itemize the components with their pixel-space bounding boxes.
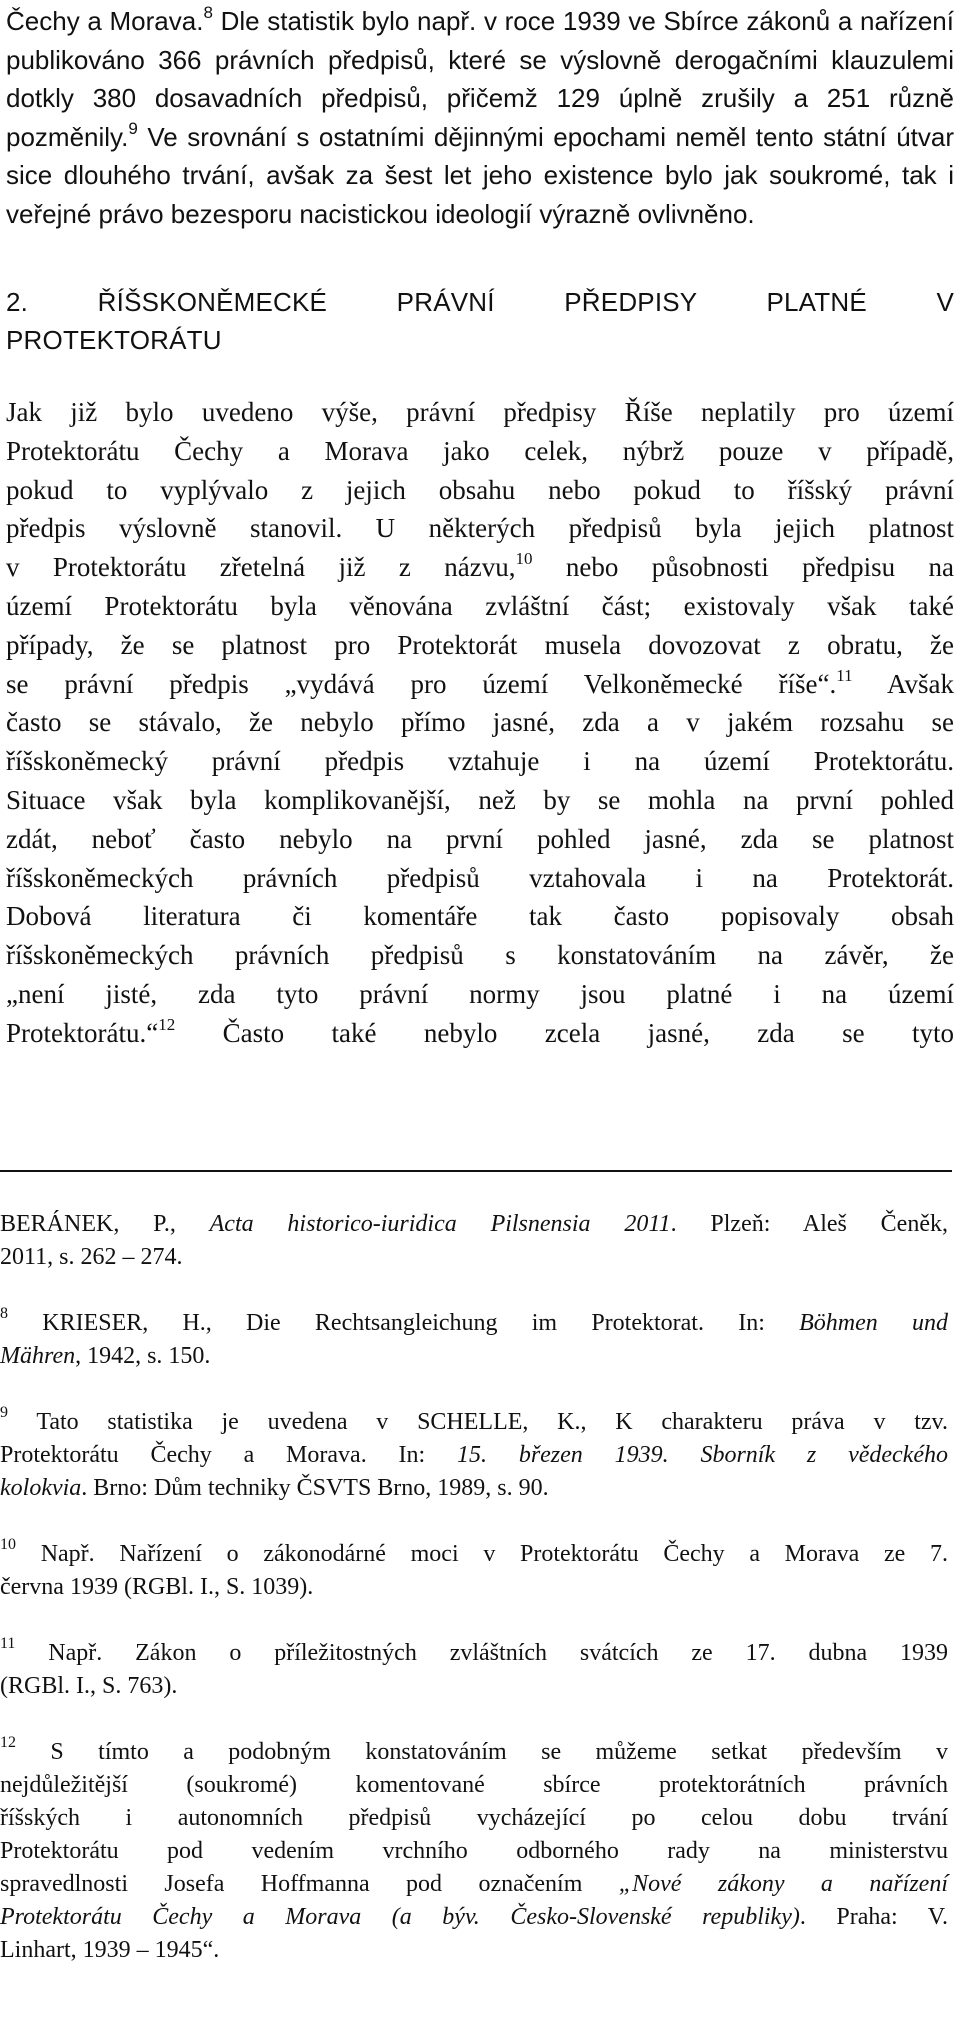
footnote-text: . Praha: V. <box>799 1904 948 1930</box>
footnote-line <box>0 1307 948 1340</box>
footnote-italic: Böhmen und <box>799 1310 948 1336</box>
footnote-text: , 1942, s. 150. <box>75 1343 211 1369</box>
footnote-line: říšských i autonomních předpisů vycházející po celou dobu trvání <box>0 1805 948 1831</box>
body-text: se právní předpis „vydává pro území Velkoněmecké říše“. <box>6 668 837 699</box>
body-text: v Protektorátu zřetelná již z názvu, <box>6 552 516 583</box>
footnote-separator <box>0 1170 952 1172</box>
body-text: Avšak <box>852 668 954 699</box>
section-heading-line-1: 2. ŘÍŠSKONĚMECKÉ PRÁVNÍ PŘEDPISY PLATNÉ V <box>6 287 954 317</box>
footnote-12 <box>0 1736 948 1967</box>
footnote-text: Např. Nařízení o zákonodárné moci v Protektorátu Čechy a Morava ze 7. <box>16 1541 948 1567</box>
body-text: Často také nebylo zcela jasné, zda se tyto <box>175 1017 954 1048</box>
footnote-ref-12[interactable]: 12 <box>158 1014 176 1034</box>
footnote-text: Protektorátu Čechy a Morava. In: <box>0 1442 457 1468</box>
document-page <box>6 0 954 1053</box>
body-line: často se stávalo, že nebylo přímo jasné, zda a v jakém rozsahu se <box>6 707 954 738</box>
footnote-text: Např. Zákon o příležitostných zvláštních svátcích ze 17. dubna 1939 <box>15 1640 948 1666</box>
footnote-text: spravedlnosti Josefa Hoffmanna pod označením <box>0 1871 619 1897</box>
footnote-line <box>0 1637 948 1670</box>
footnote-line: (RGBl. I., S. 763). <box>0 1673 178 1699</box>
body-line: Jak již bylo uvedeno výše, právní předpisy Říše neplatily pro území <box>6 397 954 427</box>
footnote-number: 9 <box>0 1404 8 1421</box>
footnote-line <box>0 1901 948 1934</box>
intro-paragraph <box>6 2 954 233</box>
body-line: případy, že se platnost pro Protektorát musela dovozovat z obratu, že <box>6 629 954 660</box>
body-line: území Protektorátu byla věnována zvláštní část; existovaly však také <box>6 590 954 621</box>
footnote-italic: „Nové zákony a nařízení <box>618 1871 948 1897</box>
footnote-number: 11 <box>0 1635 16 1652</box>
body-line: Dobová literatura či komentáře tak často popisovaly obsah <box>6 901 954 932</box>
body-line: Protektorátu Čechy a Morava jako celek, nýbrž pouze v případě, <box>6 435 954 466</box>
section-heading-line-2: PROTEKTORÁTU <box>6 325 222 355</box>
footnote-italic: kolokvia <box>0 1475 82 1501</box>
footnote-text: Tato statistika je uvedena v SCHELLE, K., K charakteru práva v tzv. <box>8 1409 948 1435</box>
footnote-number: 10 <box>0 1536 16 1553</box>
footnote-line: nejdůležitější (soukromé) komentované sbírce protektorátních právních <box>0 1772 948 1798</box>
footnote-line: Linhart, 1939 – 1945“. <box>0 1937 220 1963</box>
footnote-italic: Protektorátu Čechy a Morava (a býv. Česko-Slovenské republiky) <box>0 1904 800 1930</box>
intro-text-1: Čechy a Morava. <box>6 6 204 36</box>
body-line: říšskoněmeckých právních předpisů vztahovala i na Protektorát. <box>6 862 954 893</box>
footnote-line <box>0 1208 948 1241</box>
footnote-ref-11[interactable]: 11 <box>836 665 853 685</box>
footnote-text: S tímto a podobným konstatováním se můžeme setkat především v <box>16 1739 948 1765</box>
footnote-line <box>0 1472 948 1505</box>
section-heading <box>6 283 954 359</box>
footnote-line <box>0 1538 948 1571</box>
body-line: říšskoněmeckých právních předpisů s konstatováním na závěr, že <box>6 940 954 971</box>
footnote-line: června 1939 (RGBl. I., S. 1039). <box>0 1574 314 1600</box>
footnote-italic: Mähren <box>0 1343 76 1369</box>
intro-text-2: Dle statistik bylo např. v roce 1939 ve Sbírce zákonů a nařízení publikováno 366 právních předpisů, které se výslovně derogačními klauzulemi dotkly 380 dosavadních předpisů, přičemž 129 úplně zrušily a 251 různě pozměnily. <box>6 6 954 152</box>
footnote-text: KRIESER, H., Die Rechtsangleichung im Protektorat. In: <box>8 1310 800 1336</box>
footnote-line <box>0 1406 948 1439</box>
body-line: předpis výslovně stanovil. U některých předpisů byla jejich platnost <box>6 513 954 544</box>
intro-text-3: Ve srovnání s ostatními dějinnými epochami neměl tento státní útvar sice dlouhého trvání, avšak za šest let jeho existence bylo jak soukromé, tak i veřejné právo bezesporu nacistickou ideologií výrazně ovlivněno. <box>6 121 954 229</box>
footnote-text: . Brno: Dům techniky ČSVTS Brno, 1989, s. 90. <box>81 1475 549 1501</box>
footnote-10 <box>0 1538 948 1604</box>
body-line: zdát, neboť často nebylo na první pohled jasné, zda se platnost <box>6 823 954 854</box>
body-line <box>6 548 954 587</box>
footnote-text: . Plzeň: Aleš Čeněk, <box>670 1211 948 1237</box>
footnote-line: 2011, s. 262 – 274. <box>0 1244 183 1270</box>
footnote-ref-9[interactable]: 9 <box>128 118 138 138</box>
footnotes <box>0 1208 948 2000</box>
footnote-line <box>0 1868 948 1901</box>
footnote-9 <box>0 1406 948 1505</box>
footnote-line <box>0 1736 948 1769</box>
footnote-continuation <box>0 1208 948 1274</box>
footnote-line <box>0 1439 948 1472</box>
footnote-number: 12 <box>0 1734 16 1751</box>
body-line: „není jisté, zda tyto právní normy jsou platné i na území <box>6 978 954 1009</box>
footnote-line <box>0 1340 948 1373</box>
footnote-italic: Acta historico-iuridica Pilsnensia 2011 <box>209 1211 671 1237</box>
footnote-11 <box>0 1637 948 1703</box>
footnote-ref-8[interactable]: 8 <box>203 3 213 23</box>
footnote-text: BERÁNEK, P., <box>0 1211 210 1237</box>
body-text: nebo působnosti předpisu na <box>532 552 954 583</box>
body-line <box>6 665 954 704</box>
body-paragraph <box>6 393 954 1053</box>
footnote-8 <box>0 1307 948 1373</box>
footnote-italic: 15. březen 1939. Sborník z vědeckého <box>457 1442 948 1468</box>
footnote-ref-10[interactable]: 10 <box>515 549 533 569</box>
body-line: pokud to vyplývalo z jejich obsahu nebo pokud to říšský právní <box>6 474 954 505</box>
body-text: Protektorátu.“ <box>6 1017 159 1048</box>
footnote-line: Protektorátu pod vedením vrchního odborného rady na ministerstvu <box>0 1838 948 1864</box>
body-line <box>6 1014 954 1053</box>
body-line: Situace však byla komplikovanější, než by se mohla na první pohled <box>6 784 954 815</box>
footnote-number: 8 <box>0 1305 8 1322</box>
body-line: říšskoněmecký právní předpis vztahuje i na území Protektorátu. <box>6 746 954 777</box>
